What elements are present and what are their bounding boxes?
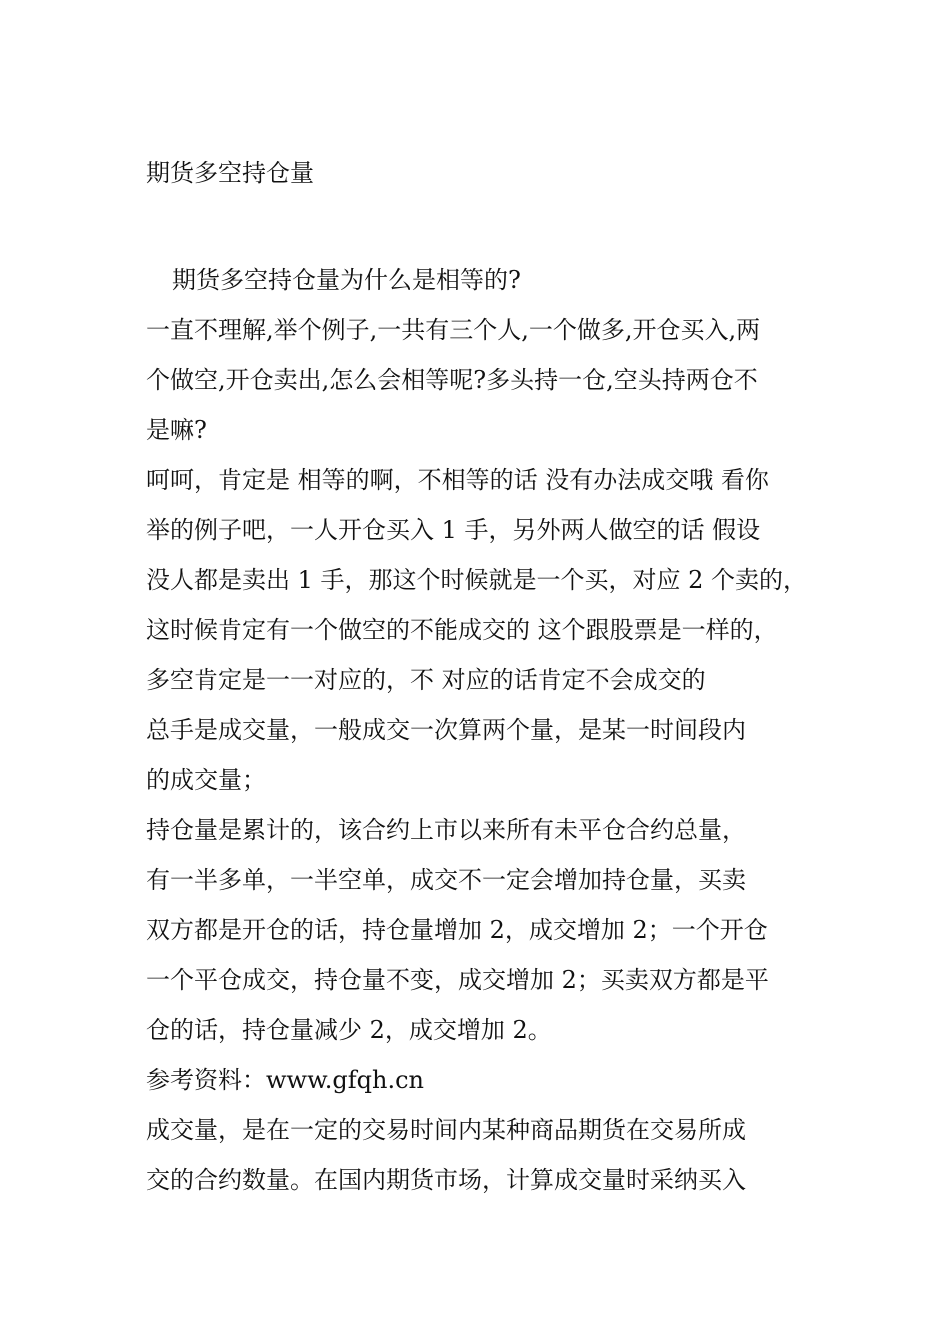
text-line: 呵呵，肯定是 相等的啊，不相等的话 没有办法成交哦 看你 [146,466,769,494]
text-line: 有一半多单，一半空单，成交不一定会增加持仓量，买卖 [146,866,746,894]
question-heading: 期货多空持仓量为什么是相等的? [172,266,521,294]
text-line: 总手是成交量，一般成交一次算两个量，是某一时间段内 [146,716,746,744]
text-line: 交的合约数量。在国内期货市场，计算成交量时采纳买入 [146,1166,746,1194]
text-line: 成交量，是在一定的交易时间内某种商品期货在交易所成 [146,1116,746,1144]
text-line: 一个平仓成交，持仓量不变，成交增加 2；买卖双方都是平 [146,966,769,994]
reference-line: 参考资料：www.gfqh.cn [146,1066,425,1094]
text-line: 持仓量是累计的，该合约上市以来所有未平仓合约总量， [146,816,746,844]
text-line: 举的例子吧，一人开仓买入 1 手，另外两人做空的话 假设 [146,516,761,544]
text-line: 这时候肯定有一个做空的不能成交的 这个跟股票是一样的， [146,616,778,644]
text-line: 的成交量； [146,766,266,794]
text-line: 没人都是卖出 1 手，那这个时候就是一个买，对应 2 个卖的， [146,566,808,594]
text-line: 双方都是开仓的话，持仓量增加 2，成交增加 2；一个开仓 [146,916,768,944]
text-line: 一直不理解,举个例子,一共有三个人,一个做多,开仓买入,两 [146,316,761,344]
text-line: 仓的话，持仓量减少 2，成交增加 2。 [146,1016,552,1044]
document-title: 期货多空持仓量 [146,159,314,187]
text-line: 多空肯定是一一对应的，不 对应的话肯定不会成交的 [146,666,706,694]
text-line: 是嘛? [146,416,207,444]
text-line: 个做空,开仓卖出,怎么会相等呢?多头持一仓,空头持两仓不 [146,366,758,394]
document-body [146,255,826,1205]
